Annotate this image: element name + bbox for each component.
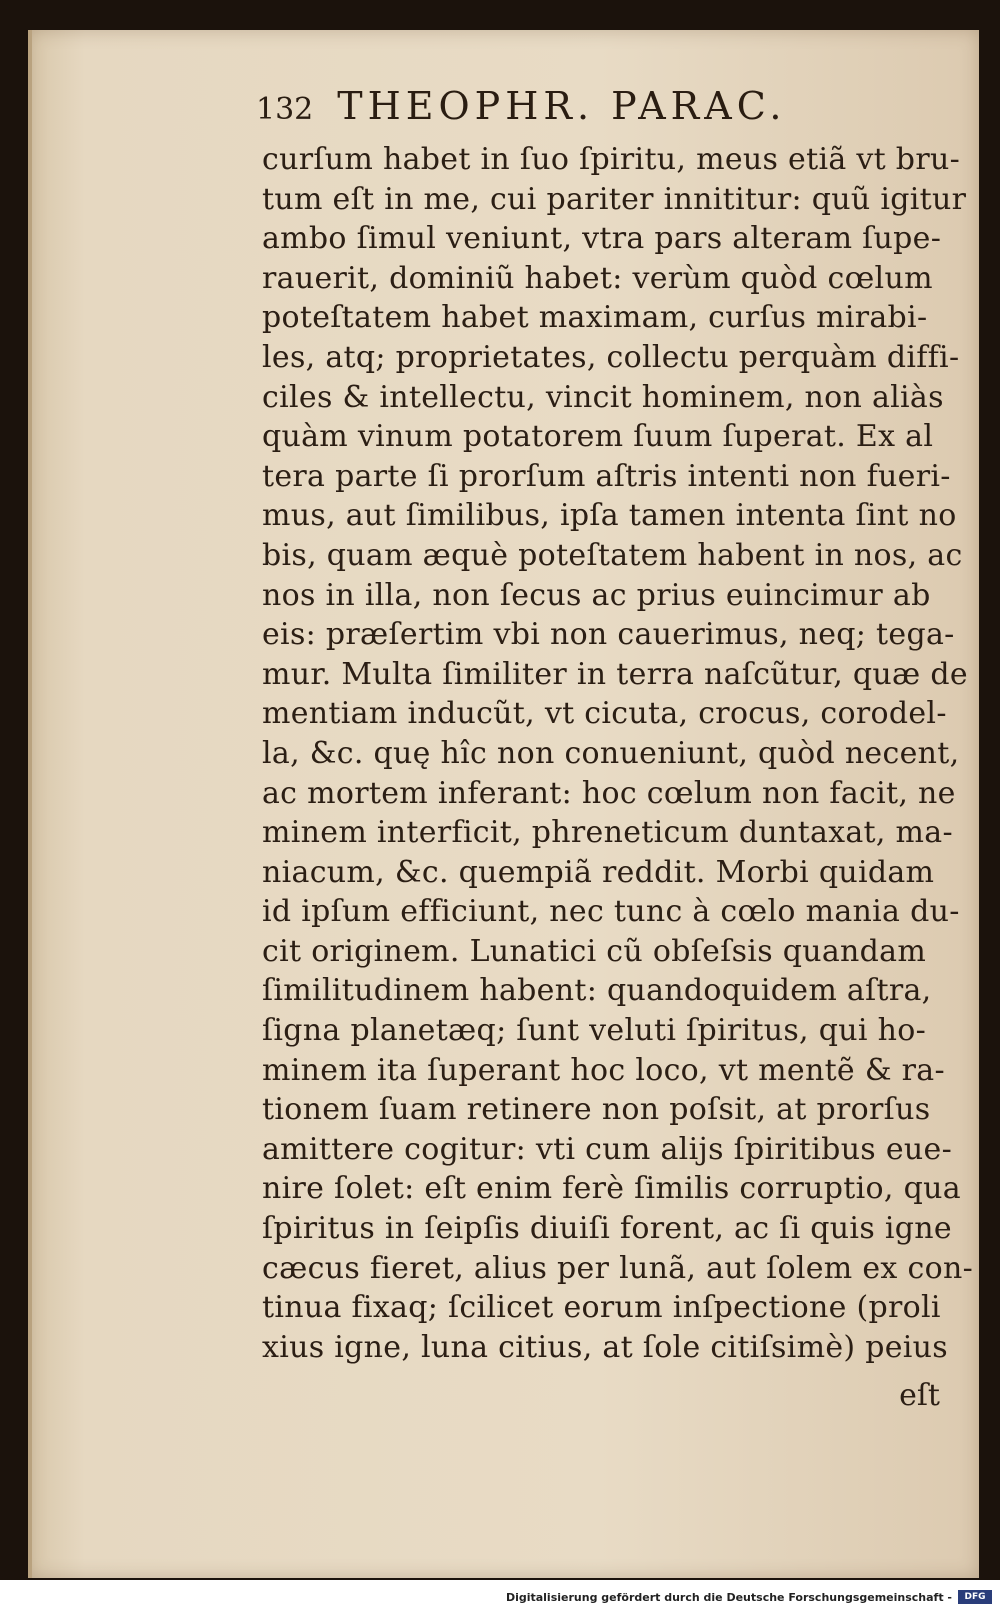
running-head bbox=[256, 84, 866, 134]
text-line: amittere cogitur: vti cum alijs ſpiritibus eue- bbox=[262, 1131, 953, 1167]
text-line: tinua fixaq; ſcilicet eorum inſpectione (proli bbox=[262, 1290, 941, 1326]
text-line: bis, quam æquè poteſtatem habent in nos, ac bbox=[262, 537, 963, 573]
text-line: tionem ſuam retinere non poſsit, at prorſus bbox=[262, 1092, 931, 1128]
text-line: ac mortem inferant: hoc cœlum non facit, ne bbox=[262, 775, 956, 811]
page-number: 132 bbox=[256, 92, 314, 127]
text-line: tum eſt in me, cui pariter innititur: quũ igitur bbox=[262, 181, 967, 217]
body-text bbox=[262, 140, 974, 1367]
catchword: eſt bbox=[899, 1378, 940, 1413]
running-title: THEOPHR. PARAC. bbox=[337, 84, 787, 128]
text-line: minem ita ſuperant hoc loco, vt mentẽ & ra- bbox=[262, 1052, 945, 1088]
text-line: mus, aut ſimilibus, ipſa tamen intenta ſint no bbox=[262, 498, 957, 534]
text-line: ſigna planetæq; ſunt veluti ſpiritus, qui ho- bbox=[262, 1013, 927, 1049]
text-line: quàm vinum potatorem ſuum ſuperat. Ex al bbox=[262, 419, 934, 455]
text-line: cit originem. Lunatici cũ obſeſsis quandam bbox=[262, 933, 927, 969]
text-line: ſimilitudinem habent: quandoquidem aſtra, bbox=[262, 973, 932, 1009]
text-line: id ipſum efficiunt, nec tunc à cœlo mania du- bbox=[262, 894, 960, 930]
text-line: ciles & intellectu, vincit hominem, non aliàs bbox=[262, 379, 944, 415]
page-edge bbox=[28, 30, 32, 1578]
text-line: les, atq; proprietates, collectu perquàm diffi- bbox=[262, 339, 960, 375]
footer-credit: Digitalisierung gefördert durch die Deutsche Forschungsgemeinschaft - bbox=[505, 1591, 952, 1604]
text-line: cæcus fieret, alius per lunã, aut ſolem ex con- bbox=[262, 1250, 974, 1286]
text-line: nire ſolet: eſt enim ferè ſimilis corruptio, qua bbox=[262, 1171, 961, 1207]
text-line: ambo ſimul veniunt, vtra pars alteram ſupe- bbox=[262, 221, 942, 257]
text-line: niacum, &c. quempiã reddit. Morbi quidam bbox=[262, 854, 935, 890]
text-line: tera parte ſi prorſum aſtris intenti non fueri- bbox=[262, 458, 951, 494]
text-line: minem interficit, phreneticum duntaxat, ma- bbox=[262, 815, 953, 851]
text-line: nos in illa, non ſecus ac prius euincimur ab bbox=[262, 577, 931, 613]
text-line: ſpiritus in ſeipſis diuiſi forent, ac ſi quis igne bbox=[262, 1211, 952, 1247]
text-line: xius igne, luna citius, at ſole citiſsimè) peius bbox=[262, 1329, 948, 1365]
text-line: eis: præſertim vbi non cauerimus, neq; tega- bbox=[262, 617, 955, 653]
text-line: curſum habet in ſuo ſpiritu, meus etiã vt bru- bbox=[262, 142, 961, 177]
text-line: poteſtatem habet maximam, curſus mirabi- bbox=[262, 300, 928, 336]
text-line: mur. Multa ſimiliter in terra naſcũtur, quæ de bbox=[262, 656, 968, 692]
dfg-logo: DFG bbox=[958, 1590, 992, 1604]
text-line: rauerit, dominiũ habet: verùm quòd cœlum bbox=[262, 260, 933, 296]
text-line: mentiam inducũt, vt cicuta, crocus, corodel- bbox=[262, 696, 947, 732]
text-line: la, &c. quę hîc non conueniunt, quòd necent, bbox=[262, 735, 960, 771]
digitization-footer bbox=[0, 1588, 1000, 1608]
